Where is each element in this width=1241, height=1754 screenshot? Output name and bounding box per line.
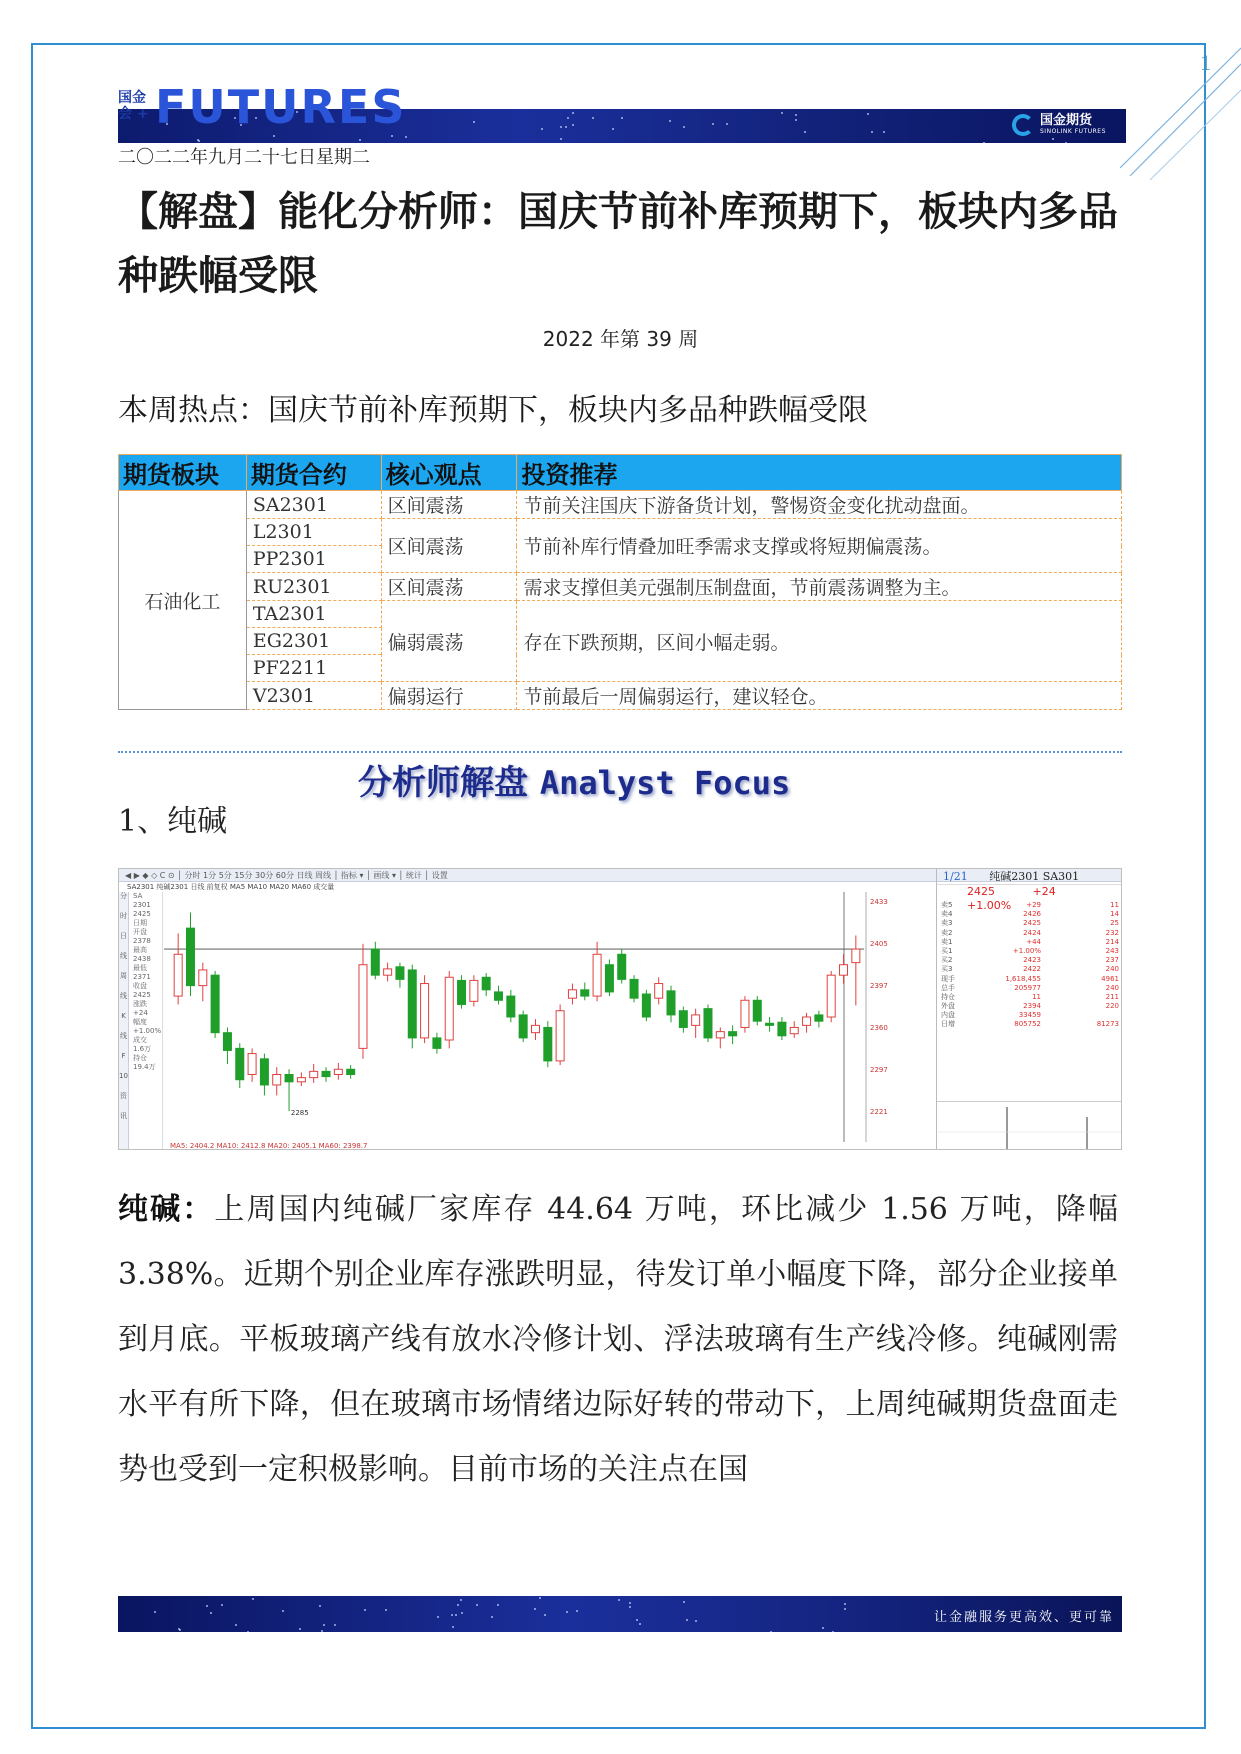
candle-body — [852, 949, 860, 963]
banner-star — [539, 1597, 541, 1599]
quote-cell: 220 — [1105, 1002, 1119, 1011]
banner-star — [576, 1610, 578, 1612]
candle-body — [273, 1075, 281, 1085]
candle-body — [186, 928, 194, 986]
banner-star — [832, 1631, 834, 1632]
banner-star — [210, 1612, 212, 1614]
view-cell: 区间震荡 — [381, 491, 517, 519]
section-divider — [118, 751, 1122, 753]
banner-star — [844, 1603, 846, 1605]
banner-star — [592, 117, 594, 119]
candle-body — [729, 1032, 737, 1036]
left-panel-value: 2438 — [133, 955, 151, 963]
banner-star — [629, 1602, 631, 1604]
contract-cell: V2301 — [246, 682, 381, 710]
quote-row — [937, 1020, 1122, 1029]
banner-star — [154, 1611, 156, 1613]
banner-star — [359, 139, 361, 141]
weekly-hotspot: 本周热点：国庆节前补库预期下，板块内多品种跌幅受限 — [118, 393, 868, 428]
banner-star — [179, 1629, 181, 1631]
quote-cell: 11 — [1032, 992, 1041, 1001]
banner-star — [273, 135, 275, 137]
candle-body — [211, 975, 219, 1033]
candle-body — [174, 954, 182, 996]
banner-star — [567, 117, 569, 119]
candle-body — [568, 990, 576, 998]
quote-cell: 33459 — [1018, 1011, 1041, 1020]
banner-star — [618, 1599, 620, 1601]
banner-star — [686, 1619, 688, 1621]
quote-cell: 240 — [1105, 965, 1119, 974]
paragraph-lead: 纯碱： — [118, 1192, 215, 1227]
left-panel-value: 开盘 — [133, 928, 147, 936]
candle-body — [260, 1059, 268, 1085]
contract-cell: PP2301 — [246, 546, 381, 573]
candle-body — [445, 977, 453, 1040]
banner-star — [639, 1623, 641, 1625]
candle-body — [519, 1015, 527, 1038]
left-panel-value: 日期 — [133, 919, 147, 927]
header-advice: 投资推荐 — [517, 455, 1122, 491]
side-tab-char[interactable]: 线 — [120, 952, 127, 960]
quote-cell: 1,618,455 — [1005, 974, 1041, 983]
candle-body — [778, 1022, 786, 1036]
quote-cell: 卖1 — [941, 937, 953, 946]
quote-cell: 总手 — [941, 983, 955, 992]
advice-cell: 节前关注国庆下游备货计划，警惕资金变化扰动盘面。 — [517, 491, 1122, 519]
contract-cell: EG2301 — [246, 628, 381, 655]
banner-star — [565, 126, 567, 128]
contract-cell: RU2301 — [246, 573, 381, 601]
banner-star — [497, 1604, 499, 1606]
side-tab-char[interactable]: 讯 — [120, 1112, 127, 1120]
quote-row — [937, 984, 1122, 993]
candle-body — [433, 1038, 441, 1048]
left-panel-value: 涨跌 — [133, 1000, 147, 1008]
banner-star — [844, 1608, 846, 1610]
candle-body — [766, 1023, 774, 1025]
banner-star — [636, 1619, 638, 1621]
banner-star — [1052, 138, 1054, 140]
banner-star — [822, 1627, 824, 1629]
banner-star — [334, 1624, 336, 1626]
banner-star — [452, 1626, 454, 1628]
candle-body — [334, 1069, 342, 1074]
banner-star — [804, 131, 806, 133]
contract-cell: SA2301 — [246, 491, 381, 519]
candle-body — [199, 970, 207, 986]
view-cell: 区间震荡 — [381, 519, 517, 573]
banner-star — [795, 114, 797, 116]
left-panel-value: 2425 — [133, 991, 151, 999]
table-header-row — [119, 455, 1122, 491]
page-number: 1 — [1200, 50, 1211, 75]
quote-price: 2425 — [967, 885, 995, 898]
quote-header — [937, 869, 1122, 885]
quote-row — [937, 1002, 1122, 1011]
banner-star — [712, 123, 714, 125]
left-panel-value: +24 — [133, 1009, 148, 1017]
banner-star — [695, 1620, 697, 1622]
left-panel-value: 幅度 — [133, 1018, 147, 1026]
quote-cell: +29 — [1026, 901, 1041, 909]
left-panel-value: 2378 — [133, 937, 151, 945]
advice-cell: 节前最后一周偏弱运行，建议轻仓。 — [517, 682, 1122, 710]
banner-star — [629, 1606, 631, 1608]
banner-star — [795, 119, 797, 121]
left-panel-value: 持仓 — [133, 1054, 147, 1062]
candle-body — [544, 1027, 552, 1060]
chart-left-panel — [119, 892, 163, 1150]
quote-row — [937, 901, 1122, 910]
banner-star — [247, 1631, 249, 1632]
candle-body — [630, 979, 638, 998]
sector-cell: 石油化工 — [119, 491, 247, 710]
quote-pct: +1.00% — [967, 899, 1012, 912]
banner-star — [491, 1616, 493, 1618]
candle-body — [790, 1027, 798, 1033]
banner-star — [669, 120, 671, 122]
view-cell: 区间震荡 — [381, 573, 517, 601]
quote-cell: 2423 — [1023, 956, 1041, 965]
report-week: 2022 年第 39 周 — [542, 327, 699, 351]
quote-cell: 日增 — [941, 1020, 955, 1029]
banner-star — [405, 136, 407, 138]
quote-row — [937, 956, 1122, 965]
mini-tick-chart — [937, 1101, 1122, 1150]
left-panel-value: 2425 — [133, 910, 151, 918]
quote-cell: +1.00% — [1012, 946, 1041, 955]
table-row — [119, 519, 1122, 546]
quote-cell: 2425 — [1023, 919, 1041, 928]
quote-cell: 11 — [1110, 901, 1119, 909]
banner-star — [683, 126, 685, 128]
candle-body — [470, 980, 478, 1001]
banner-star — [683, 1601, 685, 1603]
view-cell: 偏弱震荡 — [381, 601, 517, 682]
banner-star — [385, 1609, 387, 1611]
candle-body — [815, 1015, 823, 1021]
quote-tag: 1/21 — [943, 870, 968, 883]
left-panel-value: 最高 — [133, 946, 147, 954]
banner-star — [364, 1609, 366, 1611]
footer-slogan: 让金融服务更高效、更可靠 — [933, 1610, 1114, 1625]
quote-cell: 205977 — [1014, 983, 1041, 992]
candle-body — [495, 992, 503, 1000]
quote-row — [937, 965, 1122, 974]
price-axis-label: 2360 — [870, 1024, 888, 1032]
banner-star — [476, 1604, 478, 1606]
table-row — [119, 573, 1122, 601]
quote-row — [937, 910, 1122, 919]
quote-panel — [936, 869, 1122, 1150]
candle-body — [605, 965, 613, 992]
candle-body — [223, 1033, 231, 1051]
banner-star — [867, 113, 869, 115]
quote-row — [937, 993, 1122, 1002]
side-tab-char[interactable]: 日 — [120, 932, 127, 940]
candle-body — [482, 977, 490, 990]
candle-body — [581, 990, 589, 996]
left-panel-value: 19.4万 — [133, 1063, 156, 1071]
chart-indicator-bar: SA2301 纯碱2301 日线 前复权 MA5 MA10 MA20 MA60 成交量 — [127, 883, 335, 891]
quote-cell: 卖4 — [941, 910, 953, 919]
candle-body — [507, 996, 515, 1017]
banner-star — [437, 1616, 439, 1618]
analyst-focus-en: Analyst Focus — [539, 764, 791, 802]
report-date: 二〇二二年九月二十七日星期二 — [118, 147, 370, 168]
price-axis-label: 2433 — [870, 898, 888, 906]
banner-star — [282, 1610, 284, 1612]
candle-body — [396, 967, 404, 980]
candle-body — [618, 954, 626, 979]
paragraph-body: 上周国内纯碱厂家库存 44.64 万吨，环比减少 1.56 万吨，降幅 3.38%。近期个别企业库存涨跌明显，待发订单小幅度下降，部分企业接单到月底。平板玻璃产线有放水冷修计划、浮法玻璃有生产线冷修。纯碱刚需水平有所下降，但在玻璃市场情绪边际好转的带动下，上周纯碱期货盘面走势也受到一定积极影响。目前市场的关注点在国 — [118, 1192, 1119, 1487]
left-panel-value: 收盘 — [133, 982, 147, 990]
quote-cell: 2426 — [1023, 910, 1041, 919]
quote-row — [937, 919, 1122, 928]
candle-body — [408, 970, 416, 1038]
candle-body — [692, 1015, 700, 1025]
candle-body — [642, 994, 650, 1017]
banner-star — [883, 131, 885, 133]
quote-row — [937, 938, 1122, 947]
quote-cell: 内盘 — [941, 1011, 955, 1020]
banner-star — [781, 112, 783, 114]
banner-star — [299, 1628, 301, 1630]
quote-cell: 外盘 — [941, 1002, 955, 1011]
banner-star — [621, 117, 623, 119]
banner-star — [560, 138, 562, 140]
candle-body — [458, 980, 466, 1004]
banner-star — [457, 1604, 459, 1606]
candle-body — [421, 984, 429, 1038]
candle-body — [236, 1048, 244, 1079]
side-tab-char[interactable]: 时 — [120, 912, 127, 920]
candle-body — [285, 1075, 293, 1082]
side-tab-char[interactable]: 线 — [120, 1032, 127, 1040]
quote-cell: 卖2 — [941, 928, 953, 937]
banner-star — [206, 1605, 208, 1607]
header-view: 核心观点 — [381, 455, 517, 491]
banner-star — [323, 1624, 325, 1626]
quote-cell: 2422 — [1023, 965, 1041, 974]
candle-body — [655, 984, 663, 999]
price-axis-label: 2405 — [870, 940, 888, 948]
quote-row — [937, 929, 1122, 938]
banner-star — [451, 1614, 453, 1616]
quote-cell: 237 — [1105, 956, 1119, 965]
left-panel-value: 成交 — [133, 1036, 147, 1044]
quote-row — [937, 947, 1122, 956]
banner-star — [544, 1614, 546, 1616]
side-tab-char[interactable]: 10 — [119, 1072, 128, 1080]
banner-star — [572, 112, 574, 114]
brand-futures-logo: FUTURES — [155, 80, 407, 134]
advice-cell: 存在下跌预期，区间小幅走弱。 — [517, 601, 1122, 682]
company-name-cn: 国金期货 — [1040, 113, 1093, 128]
banner-star — [455, 1614, 457, 1616]
quote-cell: 214 — [1105, 937, 1119, 946]
banner-star — [871, 131, 873, 133]
banner-star — [321, 1630, 323, 1632]
banner-star — [1065, 142, 1067, 143]
price-axis-label: 2221 — [870, 1108, 888, 1116]
quote-cell: 243 — [1105, 946, 1119, 955]
candle-body — [248, 1054, 256, 1075]
banner-star — [461, 1612, 463, 1614]
quote-cell: 现手 — [941, 974, 955, 983]
quote-cell: 211 — [1105, 992, 1119, 1001]
quote-cell: 2394 — [1023, 1002, 1041, 1011]
banner-star — [534, 1608, 536, 1610]
candle-body — [667, 991, 675, 1015]
quote-cell: 14 — [1110, 910, 1119, 919]
candle-body — [840, 965, 848, 975]
left-panel-value: 最低 — [133, 964, 147, 972]
section-heading: 1、纯碱 — [118, 804, 228, 839]
quote-cell — [1041, 1011, 1119, 1020]
analyst-focus-cn: 分析师解盘 — [358, 763, 528, 803]
banner-star — [983, 142, 985, 143]
candle-body — [803, 1017, 811, 1025]
candle-body — [297, 1078, 305, 1082]
quote-row — [937, 1011, 1122, 1020]
table-row — [119, 682, 1122, 710]
candle-body — [556, 1011, 564, 1061]
quote-code: 纯碱2301 SA301 — [989, 870, 1080, 883]
header-sector: 期货板块 — [119, 455, 247, 491]
side-tab-char[interactable]: F — [121, 1052, 126, 1060]
side-tab-char[interactable]: 周 — [120, 972, 127, 980]
quote-cell: 买2 — [941, 956, 953, 965]
quote-cell: 81273 — [1096, 1020, 1119, 1029]
banner-star — [541, 128, 543, 130]
side-tab-char[interactable]: 资 — [120, 1092, 127, 1100]
table-row — [119, 491, 1122, 519]
quote-cell: 买1 — [941, 946, 953, 955]
chart-toolbar[interactable]: ◀ ▶ ◆ ◇ C ⊙ │ 分时 1分 5分 15分 30分 60分 日线 周线 │ 指标 ▾ │ 画线 ▾ │ 统计 │ 设置 — [119, 869, 1121, 882]
side-tab-char[interactable]: K — [121, 1012, 126, 1020]
quote-cell: 买3 — [941, 965, 953, 974]
left-panel-value: SA — [133, 892, 143, 900]
candle-body — [716, 1032, 724, 1038]
quote-cell: 2424 — [1023, 928, 1041, 937]
candle-body — [704, 1009, 712, 1038]
candle-body — [384, 969, 392, 975]
company-name-en: SINOLINK FUTURES — [1040, 128, 1106, 135]
chart-side-tabs[interactable] — [119, 892, 129, 1150]
brand-small-text: 国金 会 + — [118, 90, 149, 122]
contract-cell: L2301 — [246, 519, 381, 546]
table-row — [119, 601, 1122, 628]
chart-ma-readout: MA5: 2404.2 MA10: 2412.8 MA20: 2405.1 MA60: 2398.7 — [170, 1142, 368, 1150]
price-axis-label: 2397 — [870, 982, 888, 990]
quote-row — [937, 975, 1122, 984]
analyst-focus-title — [358, 755, 790, 804]
company-logo — [1012, 114, 1106, 136]
quote-rows — [937, 899, 1122, 1030]
banner-star — [319, 1605, 321, 1607]
quote-cell: 持仓 — [941, 992, 955, 1001]
left-panel-value: 2371 — [133, 973, 151, 981]
banner-star — [572, 124, 574, 126]
banner-star — [460, 1599, 462, 1601]
contract-cell: TA2301 — [246, 601, 381, 628]
footer-banner — [118, 1596, 1122, 1632]
left-panel-value: 2301 — [133, 901, 151, 909]
banner-star — [391, 135, 393, 137]
quote-cell: 25 — [1110, 919, 1119, 928]
left-panel-value: 1.6万 — [133, 1045, 152, 1053]
candle-body — [679, 1011, 687, 1028]
candle-body — [753, 1000, 761, 1021]
corner-decoration — [1120, 40, 1241, 180]
candle-body — [310, 1071, 318, 1077]
quote-cell: 232 — [1105, 928, 1119, 937]
banner-star — [566, 1611, 568, 1613]
banner-star — [770, 1631, 772, 1632]
banner-star — [726, 123, 728, 125]
candlestick-plot — [164, 892, 936, 1142]
quote-cell: 卖3 — [941, 919, 953, 928]
analysis-paragraph — [118, 1177, 1118, 1502]
candle-body — [531, 1025, 539, 1032]
quote-cell: 240 — [1105, 983, 1119, 992]
header-contract: 期货合约 — [246, 455, 381, 491]
view-cell: 偏弱运行 — [381, 682, 517, 710]
banner-star — [235, 1624, 237, 1626]
banner-star — [473, 121, 475, 123]
candle-body — [741, 1000, 749, 1027]
banner-star — [612, 128, 614, 130]
quote-change: +24 — [1032, 885, 1056, 898]
left-panel-value: +1.00% — [133, 1027, 162, 1035]
banner-star — [221, 1604, 223, 1606]
candle-body — [593, 954, 601, 996]
quote-cell: 4961 — [1101, 974, 1119, 983]
kline-chart — [118, 868, 1122, 1150]
side-tab-char[interactable]: 线 — [120, 992, 127, 1000]
candle-body — [827, 975, 835, 1017]
candle-body — [347, 1069, 355, 1074]
company-logo-icon — [1012, 114, 1034, 136]
report-title: 【解盘】能化分析师：国庆节前补库预期下，板块内多品种跌幅受限 — [118, 189, 1118, 299]
price-axis-label: 2297 — [870, 1066, 888, 1074]
candle-body — [371, 949, 379, 975]
advice-cell: 节前补库行情叠加旺季需求支撑或将短期偏震荡。 — [517, 519, 1122, 573]
quote-cell: 805752 — [1014, 1020, 1041, 1029]
quote-cell: 卖5 — [941, 901, 953, 909]
side-tab-char[interactable]: 分 — [120, 892, 127, 900]
candle-body — [359, 965, 367, 1049]
summary-table — [118, 454, 1122, 710]
contract-cell: PF2211 — [246, 655, 381, 682]
advice-cell: 需求支撑但美元强制压制盘面，节前震荡调整为主。 — [517, 573, 1122, 601]
candle-body — [322, 1071, 330, 1076]
banner-star — [560, 126, 562, 128]
quote-cell: +44 — [1026, 937, 1041, 946]
banner-star — [252, 1598, 254, 1600]
low-price-marker: 2285 — [290, 1109, 309, 1118]
